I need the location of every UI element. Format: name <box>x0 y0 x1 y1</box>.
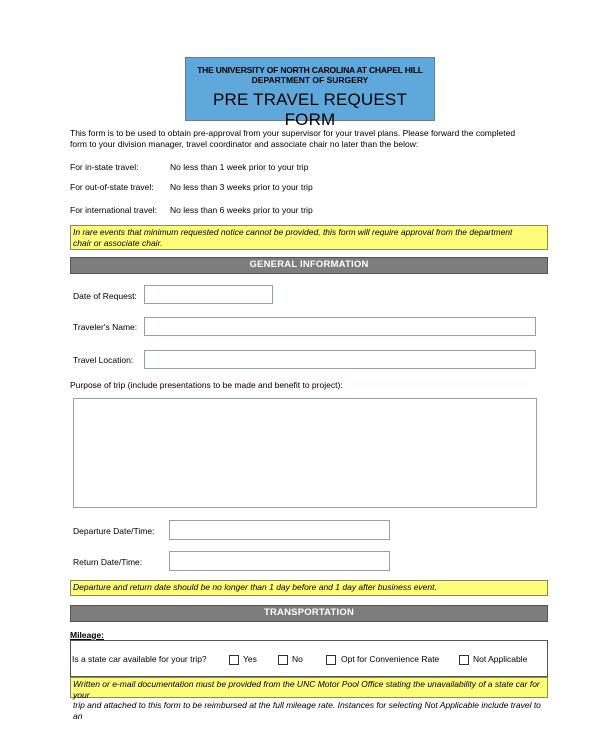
deadline-in-state-label: For in-state travel: <box>70 162 139 172</box>
intro-line-2: form to your division manager, travel coordinator and associate chair no later than the below: <box>70 139 419 149</box>
convenience-rate-checkbox[interactable] <box>326 655 336 665</box>
mileage-documentation-note <box>70 677 548 721</box>
intro-line-1: This form is to be used to obtain pre-approval from your supervisor for your travel plans. Please forward the completed <box>70 128 516 138</box>
mileage-note-line-1: Written or e-mail documentation must be provided from the UNC Motor Pool Office stating the unavailability of a state car for your <box>73 679 540 700</box>
not-applicable-checkbox[interactable] <box>459 655 469 665</box>
state-car-yes-checkbox[interactable] <box>229 655 239 665</box>
deadline-in-state-value: No less than 1 week prior to your trip <box>170 162 309 172</box>
travel-location-label: Travel Location: <box>73 355 134 365</box>
dates-note: Departure and return date should be no longer than 1 day before and 1 day after business event. <box>70 580 548 596</box>
deadline-out-of-state-label: For out-of-state travel: <box>70 182 154 192</box>
departure-date-time-field[interactable] <box>169 520 390 540</box>
state-car-no-checkbox[interactable] <box>278 655 288 665</box>
purpose-of-trip-label: Purpose of trip (include presentations to be made and benefit to project): <box>70 380 343 390</box>
deadline-international-value: No less than 6 weeks prior to your trip <box>170 205 313 215</box>
general-information-header: GENERAL INFORMATION <box>70 257 548 274</box>
mileage-label: Mileage: <box>70 630 105 640</box>
departure-date-time-label: Departure Date/Time: <box>73 526 155 536</box>
return-date-time-label: Return Date/Time: <box>73 557 143 567</box>
deadline-out-of-state-value: No less than 3 weeks prior to your trip <box>170 182 313 192</box>
state-car-yes-label: Yes <box>243 654 257 664</box>
return-date-time-field[interactable] <box>169 551 390 571</box>
travel-location-field[interactable] <box>144 350 536 369</box>
date-of-request-field[interactable] <box>144 285 273 304</box>
form-title: PRE TRAVEL REQUEST FORM <box>212 90 408 129</box>
deadline-international-label: For international travel: <box>70 205 157 215</box>
department-name: DEPARTMENT OF SURGERY <box>251 75 369 85</box>
purpose-of-trip-textarea[interactable] <box>73 398 537 508</box>
date-of-request-label: Date of Request: <box>73 291 137 301</box>
state-car-no-label: No <box>292 654 303 664</box>
travelers-name-field[interactable] <box>144 317 536 336</box>
form-header <box>185 57 435 129</box>
travelers-name-label: Traveler's Name: <box>73 322 138 332</box>
state-car-question: Is a state car available for your trip? <box>72 654 207 664</box>
rare-events-note <box>70 225 548 250</box>
university-name: THE UNIVERSITY OF NORTH CAROLINA AT CHAPEL HILL <box>197 65 423 75</box>
convenience-rate-label: Opt for Convenience Rate <box>341 654 440 664</box>
mileage-note-line-2: trip and attached to this form to be reimbursed at the full mileage rate. Instances for selecting Not Applicable include travel to an <box>73 700 541 721</box>
transportation-header: TRANSPORTATION <box>70 605 548 622</box>
not-applicable-label: Not Applicable <box>473 654 528 664</box>
rare-events-note-line-1: In rare events that minimum requested notice cannot be provided, this form will require approval from the department <box>73 227 513 237</box>
rare-events-note-line-2: chair or associate chair. <box>73 237 163 248</box>
